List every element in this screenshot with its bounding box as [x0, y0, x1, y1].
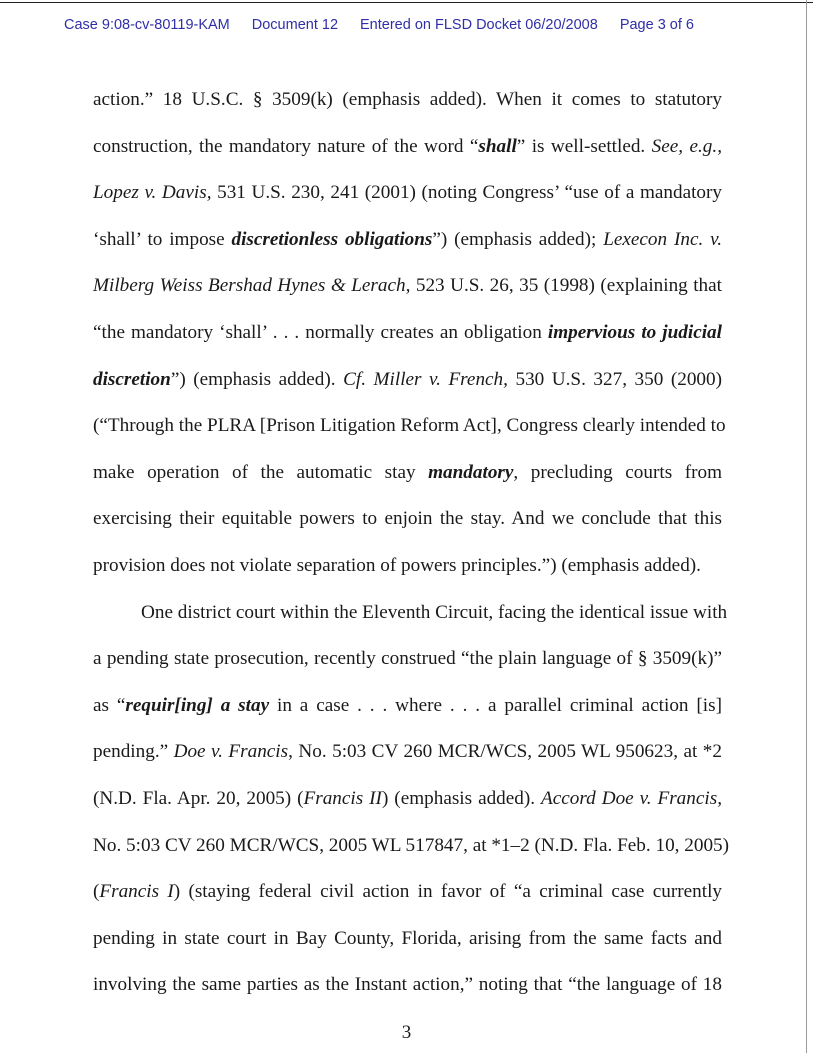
text-line-15	[93, 741, 722, 763]
text-line-6	[93, 322, 722, 344]
text-run: as “	[93, 695, 126, 716]
emphasis-discretionless: discretionless obligations	[231, 229, 433, 250]
text-run: a pending state prosecution, recently construed “the plain language of § 3509(k)”	[93, 648, 722, 669]
text-run: , No. 5:03 CV 260 MCR/WCS, 2005 WL 950623, at *2	[288, 741, 722, 762]
text-line-3	[93, 182, 722, 204]
case-name: Cf. Miller v. French,	[343, 369, 508, 390]
emphasis-shall: shall	[478, 136, 517, 157]
case-name: Lopez v. Davis,	[93, 182, 212, 203]
right-margin-rule	[806, 0, 807, 1053]
text-run: ‘shall’ to impose	[93, 229, 232, 250]
text-line-17	[93, 835, 730, 857]
text-line-18	[93, 881, 722, 903]
emphasis-mandatory: mandatory	[428, 462, 514, 483]
text-line-7	[93, 369, 722, 391]
case-name: Milberg Weiss Bershad Hynes & Lerach,	[93, 275, 411, 296]
text-line-9	[93, 462, 722, 484]
text-line-8	[93, 415, 726, 437]
text-line-5	[93, 275, 722, 297]
text-run: (	[93, 881, 100, 902]
emphasis-impervious: impervious to judicial	[547, 322, 722, 343]
text-line-14	[93, 695, 722, 717]
docket-header	[64, 17, 694, 33]
text-line-4	[93, 229, 722, 251]
text-run: exercising their equitable powers to enjoin the stay. And we conclude that this	[93, 508, 722, 529]
case-name: Doe v. Francis	[173, 741, 289, 762]
text-run: “the mandatory ‘shall’ . . . normally creates an obligation	[93, 322, 548, 343]
text-run: ” is well-settled.	[516, 136, 652, 157]
header-entered-date: Entered on FLSD Docket 06/20/2008	[360, 17, 598, 33]
text-run: ) (emphasis added).	[381, 788, 542, 809]
text-run: action.” 18 U.S.C. § 3509(k) (emphasis added). When it comes to statutory	[93, 89, 722, 110]
text-line-16	[93, 788, 722, 810]
text-run: ”) (emphasis added).	[170, 369, 344, 390]
header-page-of: Page 3 of 6	[619, 17, 694, 33]
case-name: Accord Doe v. Francis,	[541, 788, 722, 809]
page-number: 3	[401, 1022, 412, 1043]
emphasis-discretion: discretion	[93, 369, 171, 390]
text-run: , precluding courts from	[513, 462, 722, 483]
text-line-2	[93, 136, 722, 158]
text-run: One district court within the Eleventh Circuit, facing the identical issue with	[141, 602, 728, 623]
header-document-number: Document 12	[251, 17, 339, 33]
text-run: construction, the mandatory nature of the word “	[93, 136, 479, 157]
text-run: 530 U.S. 327, 350 (2000)	[507, 369, 722, 390]
text-line-1	[93, 89, 722, 111]
text-line-12	[141, 602, 728, 624]
short-cite-francis-ii: Francis II	[303, 788, 382, 809]
text-run: (N.D. Fla. Apr. 20, 2005) (	[93, 788, 304, 809]
text-line-11	[93, 555, 701, 577]
text-run: No. 5:03 CV 260 MCR/WCS, 2005 WL 517847, at *1–2 (N.D. Fla. Feb. 10, 2005)	[93, 835, 730, 856]
top-rule	[0, 2, 813, 3]
text-run: pending in state court in Bay County, Florida, arising from the same facts and	[93, 928, 722, 949]
text-run: 531 U.S. 230, 241 (2001) (noting Congress’ “use of a mandatory	[211, 182, 722, 203]
text-run: ”) (emphasis added);	[432, 229, 604, 250]
text-line-20	[93, 974, 722, 996]
text-run: (“Through the PLRA [Prison Litigation Reform Act], Congress clearly intended to	[93, 415, 726, 436]
text-run: provision does not violate separation of powers principles.”) (emphasis added).	[93, 555, 701, 576]
text-line-13	[93, 648, 722, 670]
text-run: make operation of the automatic stay	[93, 462, 429, 483]
text-run: 523 U.S. 26, 35 (1998) (explaining that	[410, 275, 722, 296]
text-line-10	[93, 508, 722, 530]
text-run: ) (staying federal civil action in favor of “a criminal case currently	[173, 881, 722, 902]
case-name: Lexecon Inc. v.	[603, 229, 722, 250]
text-run: pending.”	[93, 741, 174, 762]
short-cite-francis-i: Francis I	[99, 881, 174, 902]
text-line-19	[93, 928, 722, 950]
header-case-number: Case 9:08-cv-80119-KAM	[64, 17, 230, 33]
text-run: in a case . . . where . . . a parallel criminal action [is]	[269, 695, 722, 716]
text-run: involving the same parties as the Instant action,” noting that “the language of 18	[93, 974, 722, 995]
signal-see-eg: See, e.g.,	[651, 136, 722, 157]
emphasis-requiring-stay: requir[ing] a stay	[125, 695, 270, 716]
